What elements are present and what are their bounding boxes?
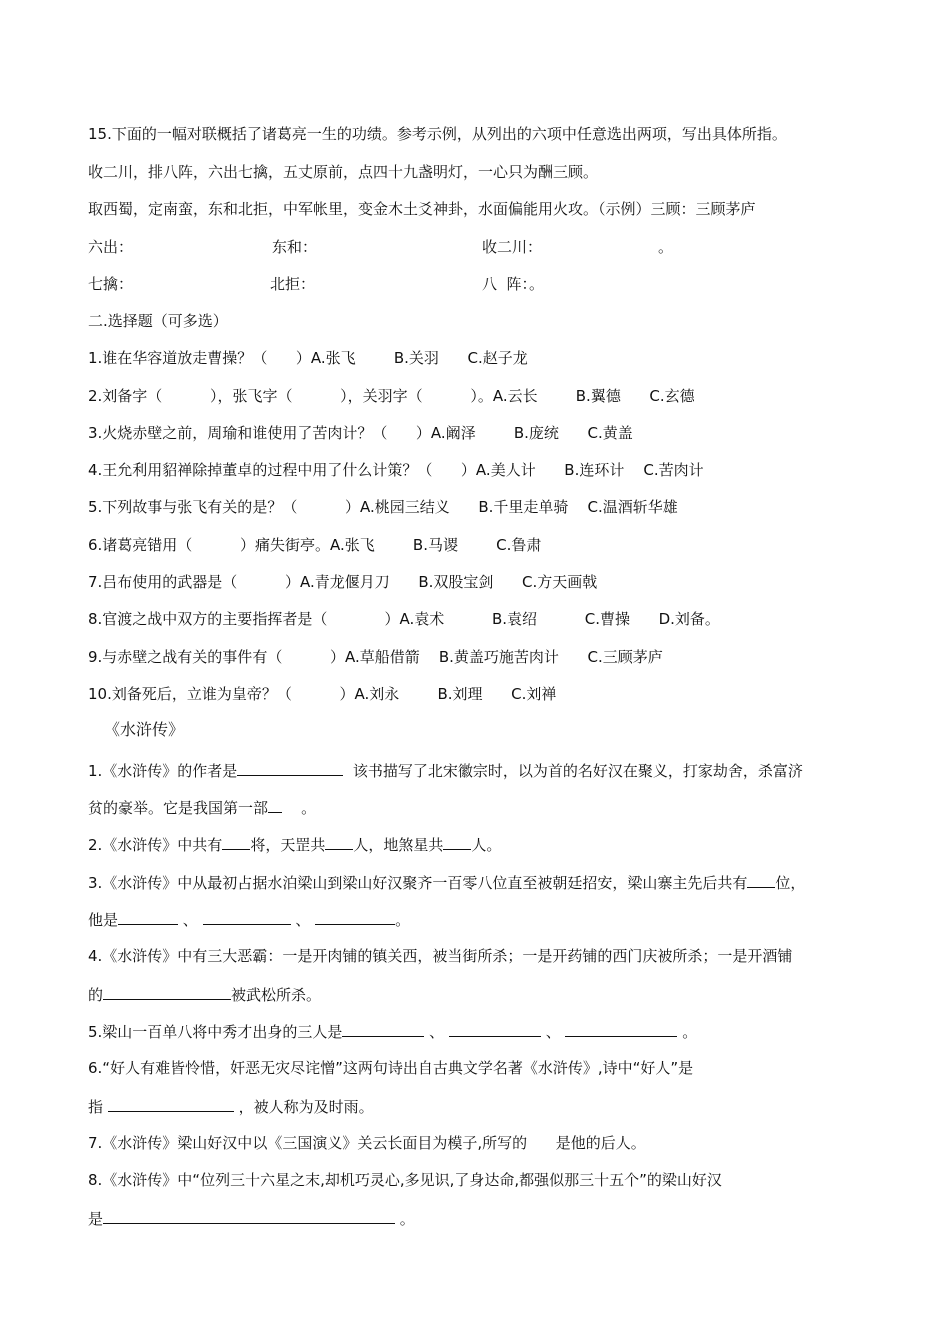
q15-label-shouerchuan: 收二川： (482, 238, 543, 256)
shuihu-title: 《水浒传》 (104, 720, 185, 739)
separator: 、 (295, 911, 311, 929)
q15-couplet-1: 收二川，排八阵，六出七擒，五丈原前，点四十九盏明灯，一心只为酬三顾。 (88, 163, 599, 181)
shuihu-q1-text: 贫的豪举。它是我国第一部 (88, 799, 269, 817)
choice-question: 2.刘备字（ ），张飞字（ ），关羽字（ ）。A.云长 B.翼德 C.玄德 (88, 387, 695, 405)
shuihu-q8-text: 。 (399, 1210, 415, 1228)
shuihu-q6-text: 指 (88, 1098, 104, 1116)
shuihu-q5 (88, 1021, 697, 1042)
choice-question: 7.吕布使用的武器是（ ）A.青龙偃月刀 B.双股宝剑 C.方天画戟 (88, 573, 598, 591)
q15-label-donghe: 东和： (272, 238, 318, 256)
answer-blank (747, 872, 775, 888)
answer-blank (443, 834, 471, 850)
q15-label-liuchu: 六出： (88, 238, 134, 256)
q15-intro: 15.下面的一幅对联概括了诸葛亮一生的功绩。参考示例，从列出的六项中任意选出两项，写出具体所指。 (88, 125, 787, 143)
shuihu-q3-line1 (88, 872, 805, 893)
separator: 、 (429, 1023, 445, 1041)
shuihu-q1-line2 (88, 797, 316, 818)
shuihu-q2-text: 将，天罡共 (250, 836, 326, 854)
shuihu-q2-text: 人。 (471, 836, 502, 854)
q15-end-mark: 。 (658, 238, 674, 256)
answer-blank (103, 984, 231, 1000)
q15-label-beiju: 北拒： (270, 275, 316, 293)
answer-blank (108, 1096, 234, 1112)
separator: 、 (545, 1023, 561, 1041)
shuihu-q3-text: 3.《水浒传》中从最初占据水泊梁山到梁山好汉聚齐一百零八位直至被朝廷招安，梁山寨主先后共有 (88, 874, 748, 892)
q15-label-bazhen: 八 阵：。 (482, 275, 545, 293)
shuihu-q8-line2 (88, 1208, 415, 1229)
q15-label-qiqin: 七擒： (88, 275, 134, 293)
shuihu-q1-text: 。 (301, 799, 317, 817)
shuihu-q2-text: 2.《水浒传》中共有 (88, 836, 223, 854)
shuihu-q4-line1: 4.《水浒传》中有三大恶霸：一是开肉铺的镇关西，被当街所杀；一是开药铺的西门庆被所杀；一是开酒铺 (88, 947, 793, 965)
answer-blank (565, 1021, 677, 1037)
shuihu-q1-line1 (88, 760, 803, 781)
end-mark: 。 (395, 911, 411, 929)
answer-blank (118, 909, 178, 925)
answer-blank (315, 909, 395, 925)
shuihu-q4-text: 被武松所杀。 (231, 986, 322, 1004)
answer-blank (325, 834, 353, 850)
choice-question: 1.谁在华容道放走曹操？（ ）A.张飞 B.关羽 C.赵子龙 (88, 349, 528, 367)
end-mark: 。 (682, 1023, 698, 1041)
separator: 、 (182, 911, 198, 929)
choice-question: 9.与赤壁之战有关的事件有（ ）A.草船借箭 B.黄盖巧施苦肉计 C.三顾茅庐 (88, 648, 663, 666)
shuihu-q1-text: 1.《水浒传》的作者是 (88, 762, 238, 780)
choice-question: 4.王允利用貂禅除掉董卓的过程中用了什么计策？（ ）A.美人计 B.连环计 C.苦肉计 (88, 461, 704, 479)
choice-question: 6.诸葛亮错用（ ）痛失街亭。A.张飞 B.马谡 C.鲁肃 (88, 536, 542, 554)
section2-title: 二.选择题（可多选） (88, 312, 228, 330)
shuihu-q3-text: 他是 (88, 911, 119, 929)
shuihu-q2-text: 人，地煞星共 (353, 836, 444, 854)
answer-blank (237, 760, 343, 776)
shuihu-q6-line2 (88, 1096, 374, 1117)
shuihu-q8-text: 是 (88, 1210, 104, 1228)
shuihu-q6-line1: 6.“好人有难皆怜惜，奸恶无灾尽诧憎”这两句诗出自古典文学名著《水浒传》,诗中“好人”是 (88, 1059, 694, 1077)
answer-blank (449, 1021, 541, 1037)
answer-blank (203, 909, 291, 925)
shuihu-q6-text: ，被人称为及时雨。 (238, 1098, 374, 1116)
shuihu-q3-line2 (88, 909, 410, 930)
shuihu-q5-text: 5.梁山一百单八将中秀才出身的三人是 (88, 1023, 343, 1041)
choice-question: 10.刘备死后，立谁为皇帝？（ ）A.刘永 B.刘理 C.刘禅 (88, 685, 557, 703)
shuihu-q3-text: 位， (775, 874, 806, 892)
choice-question: 8.官渡之战中双方的主要指挥者是（ ）A.袁术 B.袁绍 C.曹操 D.刘备。 (88, 610, 720, 628)
answer-blank (342, 1021, 424, 1037)
choice-question: 5.下列故事与张飞有关的是？（ ）A.桃园三结义 B.千里走单骑 C.温酒斩华雄 (88, 498, 678, 516)
shuihu-q4-text: 的 (88, 986, 104, 1004)
shuihu-q1-text: 该书描写了北宋徽宗时，以为首的名好汉在聚义，打家劫舍，杀富济 (352, 762, 803, 780)
q15-couplet-2: 取西蜀，定南蛮，东和北拒，中军帐里，变金木土爻神卦，水面偏能用火攻。（示例）三顾：三顾茅庐 (88, 200, 756, 218)
shuihu-q8-line1: 8.《水浒传》中“位列三十六星之末,却机巧灵心,多见识,了身达命,都强似那三十五个”的梁山好汉 (88, 1171, 722, 1189)
answer-blank (103, 1208, 395, 1224)
shuihu-q4-line2 (88, 984, 321, 1005)
shuihu-q7: 7.《水浒传》梁山好汉中以《三国演义》关云长面目为模子,所写的 是他的后人。 (88, 1134, 646, 1152)
answer-blank (268, 797, 282, 813)
answer-blank (222, 834, 250, 850)
shuihu-q2 (88, 834, 501, 855)
choice-question: 3.火烧赤壁之前，周瑜和谁使用了苦肉计？（ ）A.阚泽 B.庞统 C.黄盖 (88, 424, 633, 442)
